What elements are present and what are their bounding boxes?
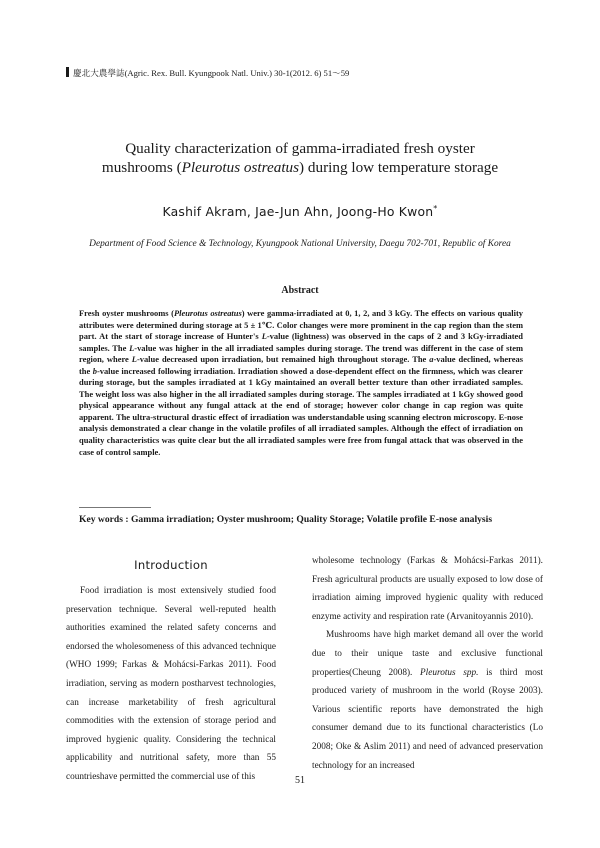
abstract-variable: b (92, 365, 97, 376)
corresponding-author-mark: * (433, 204, 438, 213)
abstract-heading: Abstract (281, 285, 319, 296)
journal-citation-text: 慶北大農學誌(Agric. Rex. Bull. Kyungpook Natl. Univ.) 30-1(2012. 6) 51～59 (73, 68, 350, 78)
paper-title (0, 139, 600, 177)
introduction-heading: Introduction (134, 558, 208, 572)
keywords-divider (79, 507, 151, 508)
abstract-text: -value (lightness) was observed in the caps of 2 and 3 kGy-irradiated samples. The (79, 331, 523, 353)
author-list (0, 204, 600, 219)
abstract-body (79, 308, 523, 458)
keywords-label: Key words (79, 514, 123, 525)
header-bar-mark (66, 67, 69, 77)
intro-paragraph-1-continued: wholesome technology (Farkas & Mohácsi-Farkas 2011). Fresh agricultural products are usually exposed to low dose of irradiation aiming improved hygienic quality with reduced enzyme activity and respiration rate (Arvanitoyannis 2010). (312, 556, 543, 622)
abstract-variable: a (429, 354, 434, 365)
title-line-2 (0, 158, 600, 177)
intro-species: Pleurotus spp. (420, 667, 479, 678)
keywords-line (79, 514, 492, 525)
affiliation: Department of Food Science & Technology, Kyungpook National University, Daegu 702-701, Republic of Korea (89, 239, 511, 249)
title-species: Pleurotus ostreatus (181, 159, 300, 176)
intro-text: is third most produced variety of mushroom in the world (Royse 2003). Various scientific reports have demonstrated the high consumer demand due to its functional characteristics (Lo 2008; Oke & Aslim 2011) and need of advanced preservation technology for an increased (312, 667, 543, 771)
abstract-text: ) were gamma-irradiated at 0, 1, 2, and 3 kGy. The effects on various quality attributes were determined during storage at 5 ± 1℃. Color changes were more prominent in the cap region than the stem part. At the start of storage increase of Hunter's (79, 308, 523, 342)
keywords-separator: : (122, 514, 131, 525)
keywords-text: Gamma irradiation; Oyster mushroom; Quality Storage; Volatile profile E-nose analysis (130, 514, 493, 525)
journal-citation (66, 67, 349, 79)
title-line-2-pre: mushrooms ( (101, 159, 182, 176)
introduction-right-column (312, 552, 543, 775)
abstract-paragraph (79, 308, 523, 458)
abstract-text: -value increased following irradiation. Irradiation showed a dose-dependent effect on the firmness, which was clearer during storage, but the samples irradiated at 1 kGy maintained an overall better texture than other irradiated samples. The weight loss was also higher in the all irradiated samples during storage. The samples irradiated at 1 kGy showed good physical appearance without any fungal attack at the end of storage; however color change in cap region was quite apparent. The ultra-structural drastic effect of irradiation was understandable using scanning electron microscopy. E-nose analysis demonstrated a clear change in the volatile profiles of all irradiated samples. Although the effect of irradiation on quality characteristics was quite clear but the all irradiated samples were free from fungal attack that was observed in the case of control sample. (79, 365, 523, 457)
introduction-left-column (66, 582, 276, 787)
abstract-variable: L (129, 342, 135, 353)
abstract-text: -value was higher in the all irradiated samples during storage. The trend was different in the case of stem region, where (79, 342, 523, 365)
author-names: Kashif Akram, Jae-Jun Ahn, Joong-Ho Kwon (162, 204, 434, 220)
title-line-2-post: ) during low temperature storage (299, 159, 499, 176)
abstract-species: Pleurotus ostreatus (173, 308, 242, 318)
abstract-text: -value decreased upon irradiation, but remained high throughout storage. The (136, 354, 430, 365)
abstract-variable: L (131, 354, 137, 365)
abstract-text: -value declined, whereas the (79, 354, 523, 376)
intro-text: Mushrooms have high market demand all over the world due to their unique taste and exclusive functional properties(Cheung 2008). (312, 630, 543, 678)
page-number: 51 (295, 775, 305, 786)
abstract-variable: L (261, 331, 267, 342)
intro-paragraph-1: Food irradiation is most extensively studied food preservation technique. Several well-reputed health authorities examined the related safety concerns and endorsed the wholesomeness of this advanced technique (WHO 1999; Farkas & Mohácsi-Farkas 2011). Food irradiation, serving as modern postharvest technologies, can increase marketability of fresh agricultural commodities with the extension of storage period and improved hygienic quality. Considering the technical applicability and nutritional safety, more than 55 countrieshave permitted the commercial use of this (66, 586, 276, 782)
abstract-text: Fresh oyster mushrooms ( (79, 308, 174, 318)
title-line-1: Quality characterization of gamma-irradiated fresh oyster (125, 140, 475, 157)
intro-paragraph-2 (312, 626, 543, 775)
